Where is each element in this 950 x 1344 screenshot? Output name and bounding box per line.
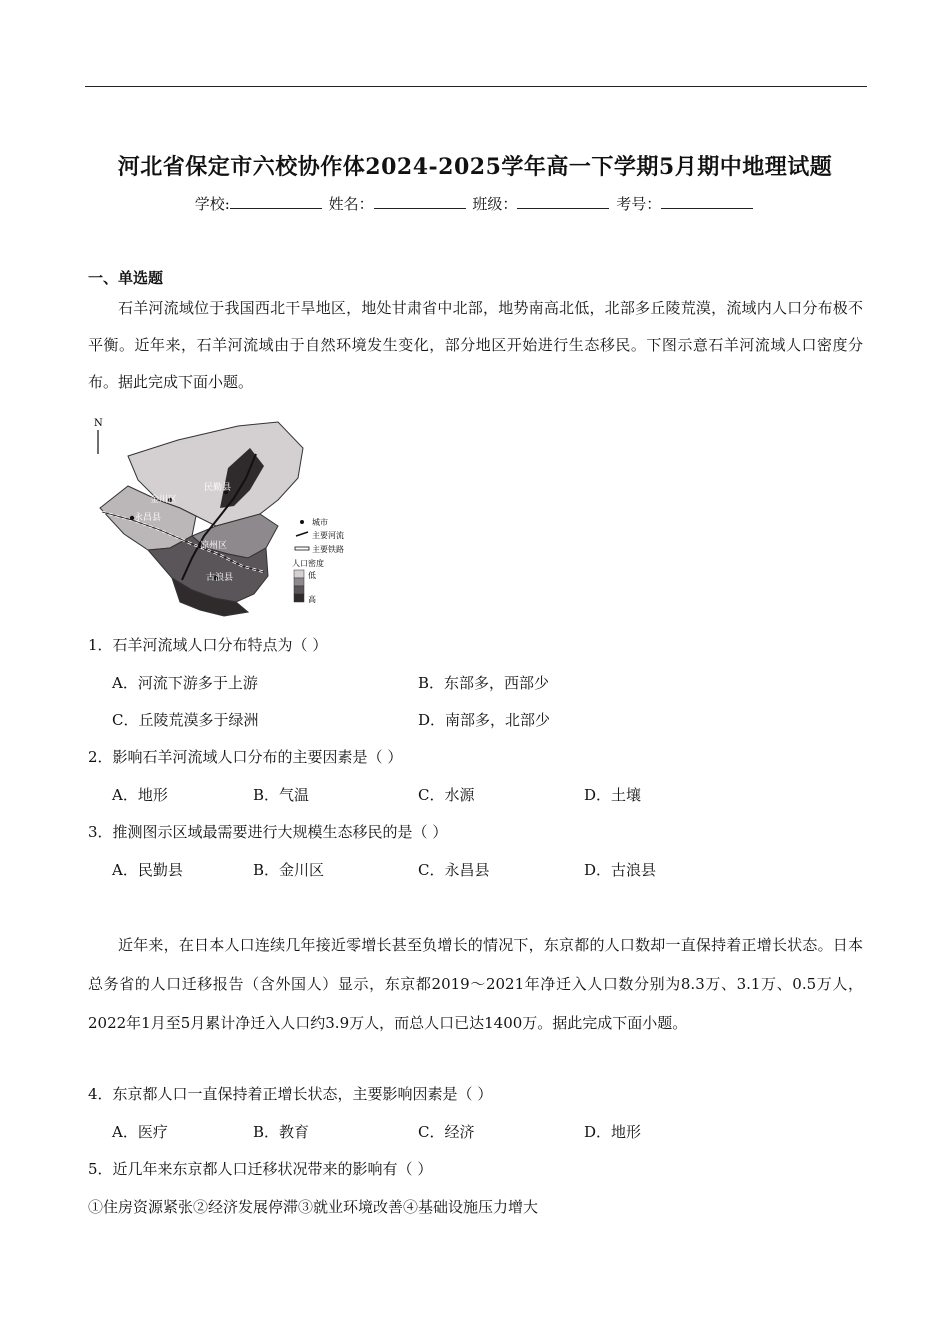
question-3-option-b[interactable]: B．金川区 bbox=[253, 861, 325, 879]
legend-city: 城市 bbox=[312, 518, 328, 527]
question-1-option-a[interactable]: A．河流下游多于上游 bbox=[112, 674, 258, 692]
place-label: 古浪县 bbox=[206, 573, 234, 583]
passage-1: 石羊河流域位于我国西北干旱地区，地处甘肃省中北部，地势南高北低，北部多丘陵荒漠，流域内人口分布极不平衡。近年来，石羊河流域由于自然环境发生变化，部分地区开始进行生态移民。下图示意石羊河流域人口密度分布。据此完成下面小题。 bbox=[88, 299, 863, 391]
student-info-line bbox=[0, 193, 950, 214]
name-blank[interactable] bbox=[374, 194, 466, 209]
passage-2: 近年来，在日本人口连续几年接近零增长甚至负增长的情况下，东京都的人口数却一直保持着正增长状态。日本总务省的人口迁移报告（含外国人）显示，东京都2019～2021年净迁入人口数分别为8.3万、3.1万、0.5万人，2022年1月至5月累计净迁入人口约3.9万人，而总人口已达1400万。据此完成下面小题。 bbox=[88, 936, 863, 1032]
question-1-stem: 1．石羊河流域人口分布特点为（ ） bbox=[88, 636, 328, 654]
name-label: 姓名： bbox=[328, 195, 374, 213]
question-4-option-d[interactable]: D．地形 bbox=[584, 1123, 642, 1141]
question-2-option-c[interactable]: C．水源 bbox=[418, 786, 475, 804]
legend-river: 主要河流 bbox=[312, 531, 344, 540]
school-blank[interactable] bbox=[230, 194, 322, 209]
population-density-map bbox=[88, 408, 360, 618]
north-label: N bbox=[94, 418, 103, 429]
question-3-stem: 3．推测图示区域最需要进行大规模生态移民的是（ ） bbox=[88, 823, 448, 841]
question-2-stem: 2．影响石羊河流域人口分布的主要因素是（ ） bbox=[88, 748, 403, 766]
question-4-stem: 4．东京都人口一直保持着正增长状态，主要影响因素是（ ） bbox=[88, 1085, 493, 1103]
question-4-option-b[interactable]: B．教育 bbox=[253, 1123, 310, 1141]
question-2-option-d[interactable]: D．土壤 bbox=[584, 786, 642, 804]
question-4-option-c[interactable]: C．经济 bbox=[418, 1123, 475, 1141]
question-1-option-c[interactable]: C．丘陵荒漠多于绿洲 bbox=[112, 711, 259, 729]
question-5-items: ①住房资源紧张②经济发展停滞③就业环境改善④基础设施压力增大 bbox=[88, 1198, 539, 1216]
question-1-option-d[interactable]: D．南部多，北部少 bbox=[418, 711, 551, 729]
place-label: 民勤县 bbox=[204, 483, 232, 493]
question-3-option-d[interactable]: D．古浪县 bbox=[584, 861, 657, 879]
legend-low: 低 bbox=[308, 571, 316, 580]
class-blank[interactable] bbox=[517, 194, 609, 209]
school-label: 学校: bbox=[194, 195, 230, 213]
place-label: 金川区 bbox=[150, 495, 178, 505]
section-title: 一、单选题 bbox=[88, 269, 164, 287]
question-2-option-b[interactable]: B．气温 bbox=[253, 786, 310, 804]
exam-number-blank[interactable] bbox=[661, 194, 753, 209]
exam-number-label: 考号： bbox=[616, 195, 662, 213]
place-label: 凉州区 bbox=[200, 541, 228, 551]
place-label: 永昌县 bbox=[134, 513, 162, 523]
header-rule bbox=[85, 86, 867, 87]
legend-railway: 主要铁路 bbox=[312, 545, 344, 554]
question-3-option-c[interactable]: C．永昌县 bbox=[418, 861, 490, 879]
question-4-option-a[interactable]: A．医疗 bbox=[112, 1123, 168, 1141]
question-1-option-b[interactable]: B．东部多，西部少 bbox=[418, 674, 550, 692]
question-2-option-a[interactable]: A．地形 bbox=[112, 786, 168, 804]
question-3-option-a[interactable]: A．民勤县 bbox=[112, 861, 183, 879]
page-title: 河北省保定市六校协作体2024-2025学年高一下学期5月期中地理试题 bbox=[117, 154, 833, 180]
class-label: 班级： bbox=[472, 195, 518, 213]
legend-density: 人口密度 bbox=[292, 559, 324, 568]
question-5-stem: 5．近几年来东京都人口迁移状况带来的影响有（ ） bbox=[88, 1160, 433, 1178]
legend-high: 高 bbox=[308, 595, 316, 604]
